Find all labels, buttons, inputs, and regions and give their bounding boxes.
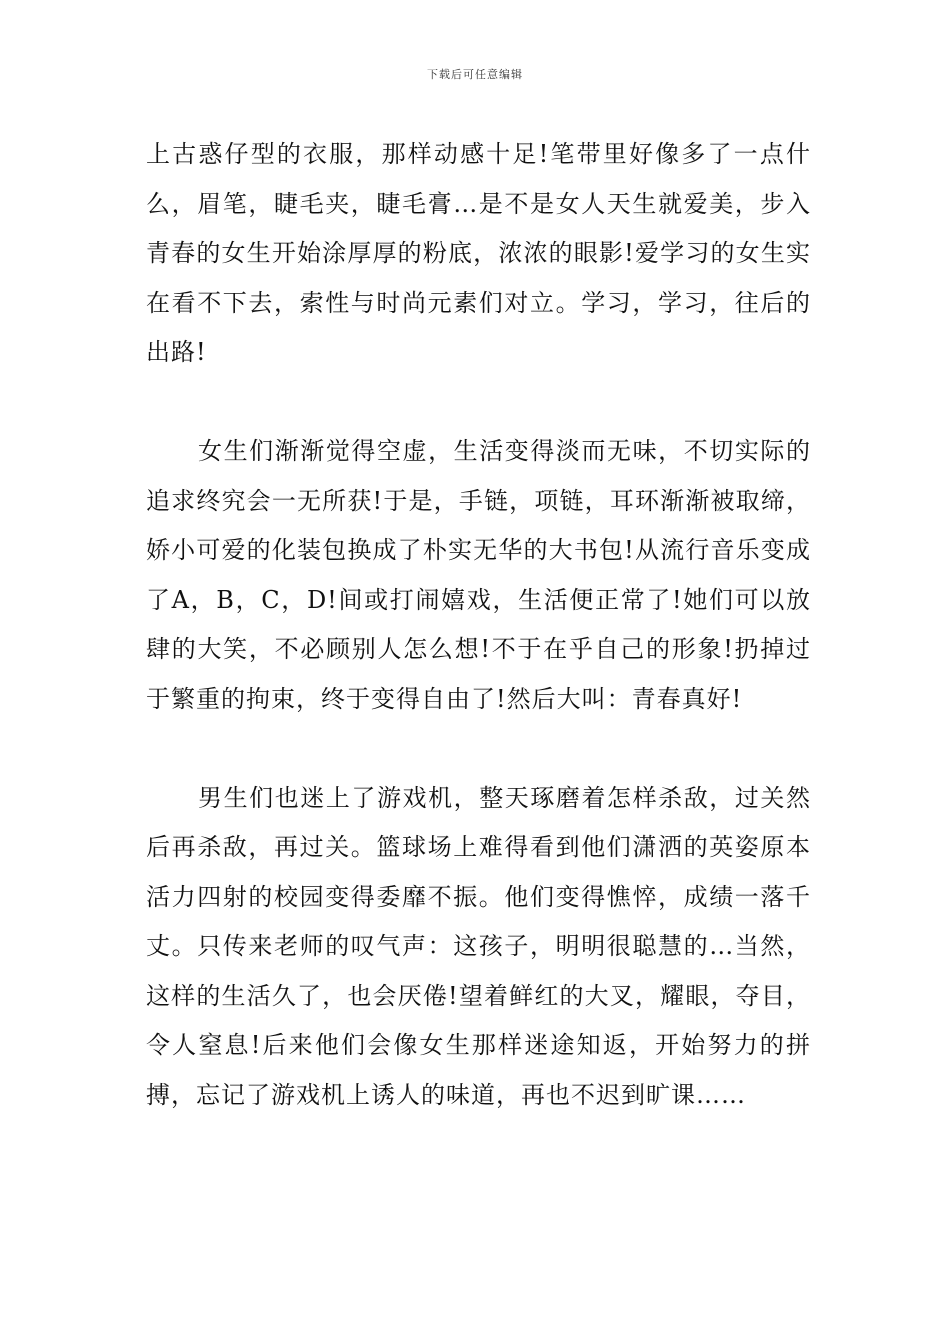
paragraph-gap	[146, 378, 811, 428]
paragraph-2: 女生们渐渐觉得空虚，生活变得淡而无味，不切实际的追求终究会一无所获!于是，手链，项链，耳环渐渐被取缔，娇小可爱的化装包换成了朴实无华的大书包!从流行音乐变成了A，B，C，D!间或打闹嬉戏，生活便正常了!她们可以放肆的大笑，不必顾别人怎么想!不于在乎自己的形象!扔掉过于繁重的拘束，终于变得自由了!然后大叫：青春真好!	[146, 437, 811, 713]
paragraph-3: 男生们也迷上了游戏机，整天琢磨着怎样杀敌，过关然后再杀敌，再过关。篮球场上难得看到他们潇洒的英姿原本活力四射的校园变得委靡不振。他们变得憔悴，成绩一落千丈。只传来老师的叹气声：这孩子，明明很聪慧的…当然，这样的生活久了，也会厌倦!望着鲜红的大叉，耀眼，夺目，令人窒息!后来他们会像女生那样迷途知返，开始努力的拼搏，忘记了游戏机上诱人的味道，再也不迟到旷课……	[146, 783, 811, 1109]
paragraph-1: 上古惑仔型的衣服，那样动感十足!笔带里好像多了一点什么，眉笔，睫毛夹，睫毛膏…是不是女人天生就爱美，步入青春的女生开始涂厚厚的粉底，浓浓的眼影!爱学习的女生实在看不下去，索性与时尚元素们对立。学习，学习，往后的出路!	[146, 140, 811, 366]
paragraph-gap	[146, 724, 811, 774]
page-header: 下载后可任意编辑	[427, 68, 523, 81]
document-body	[146, 130, 811, 1120]
